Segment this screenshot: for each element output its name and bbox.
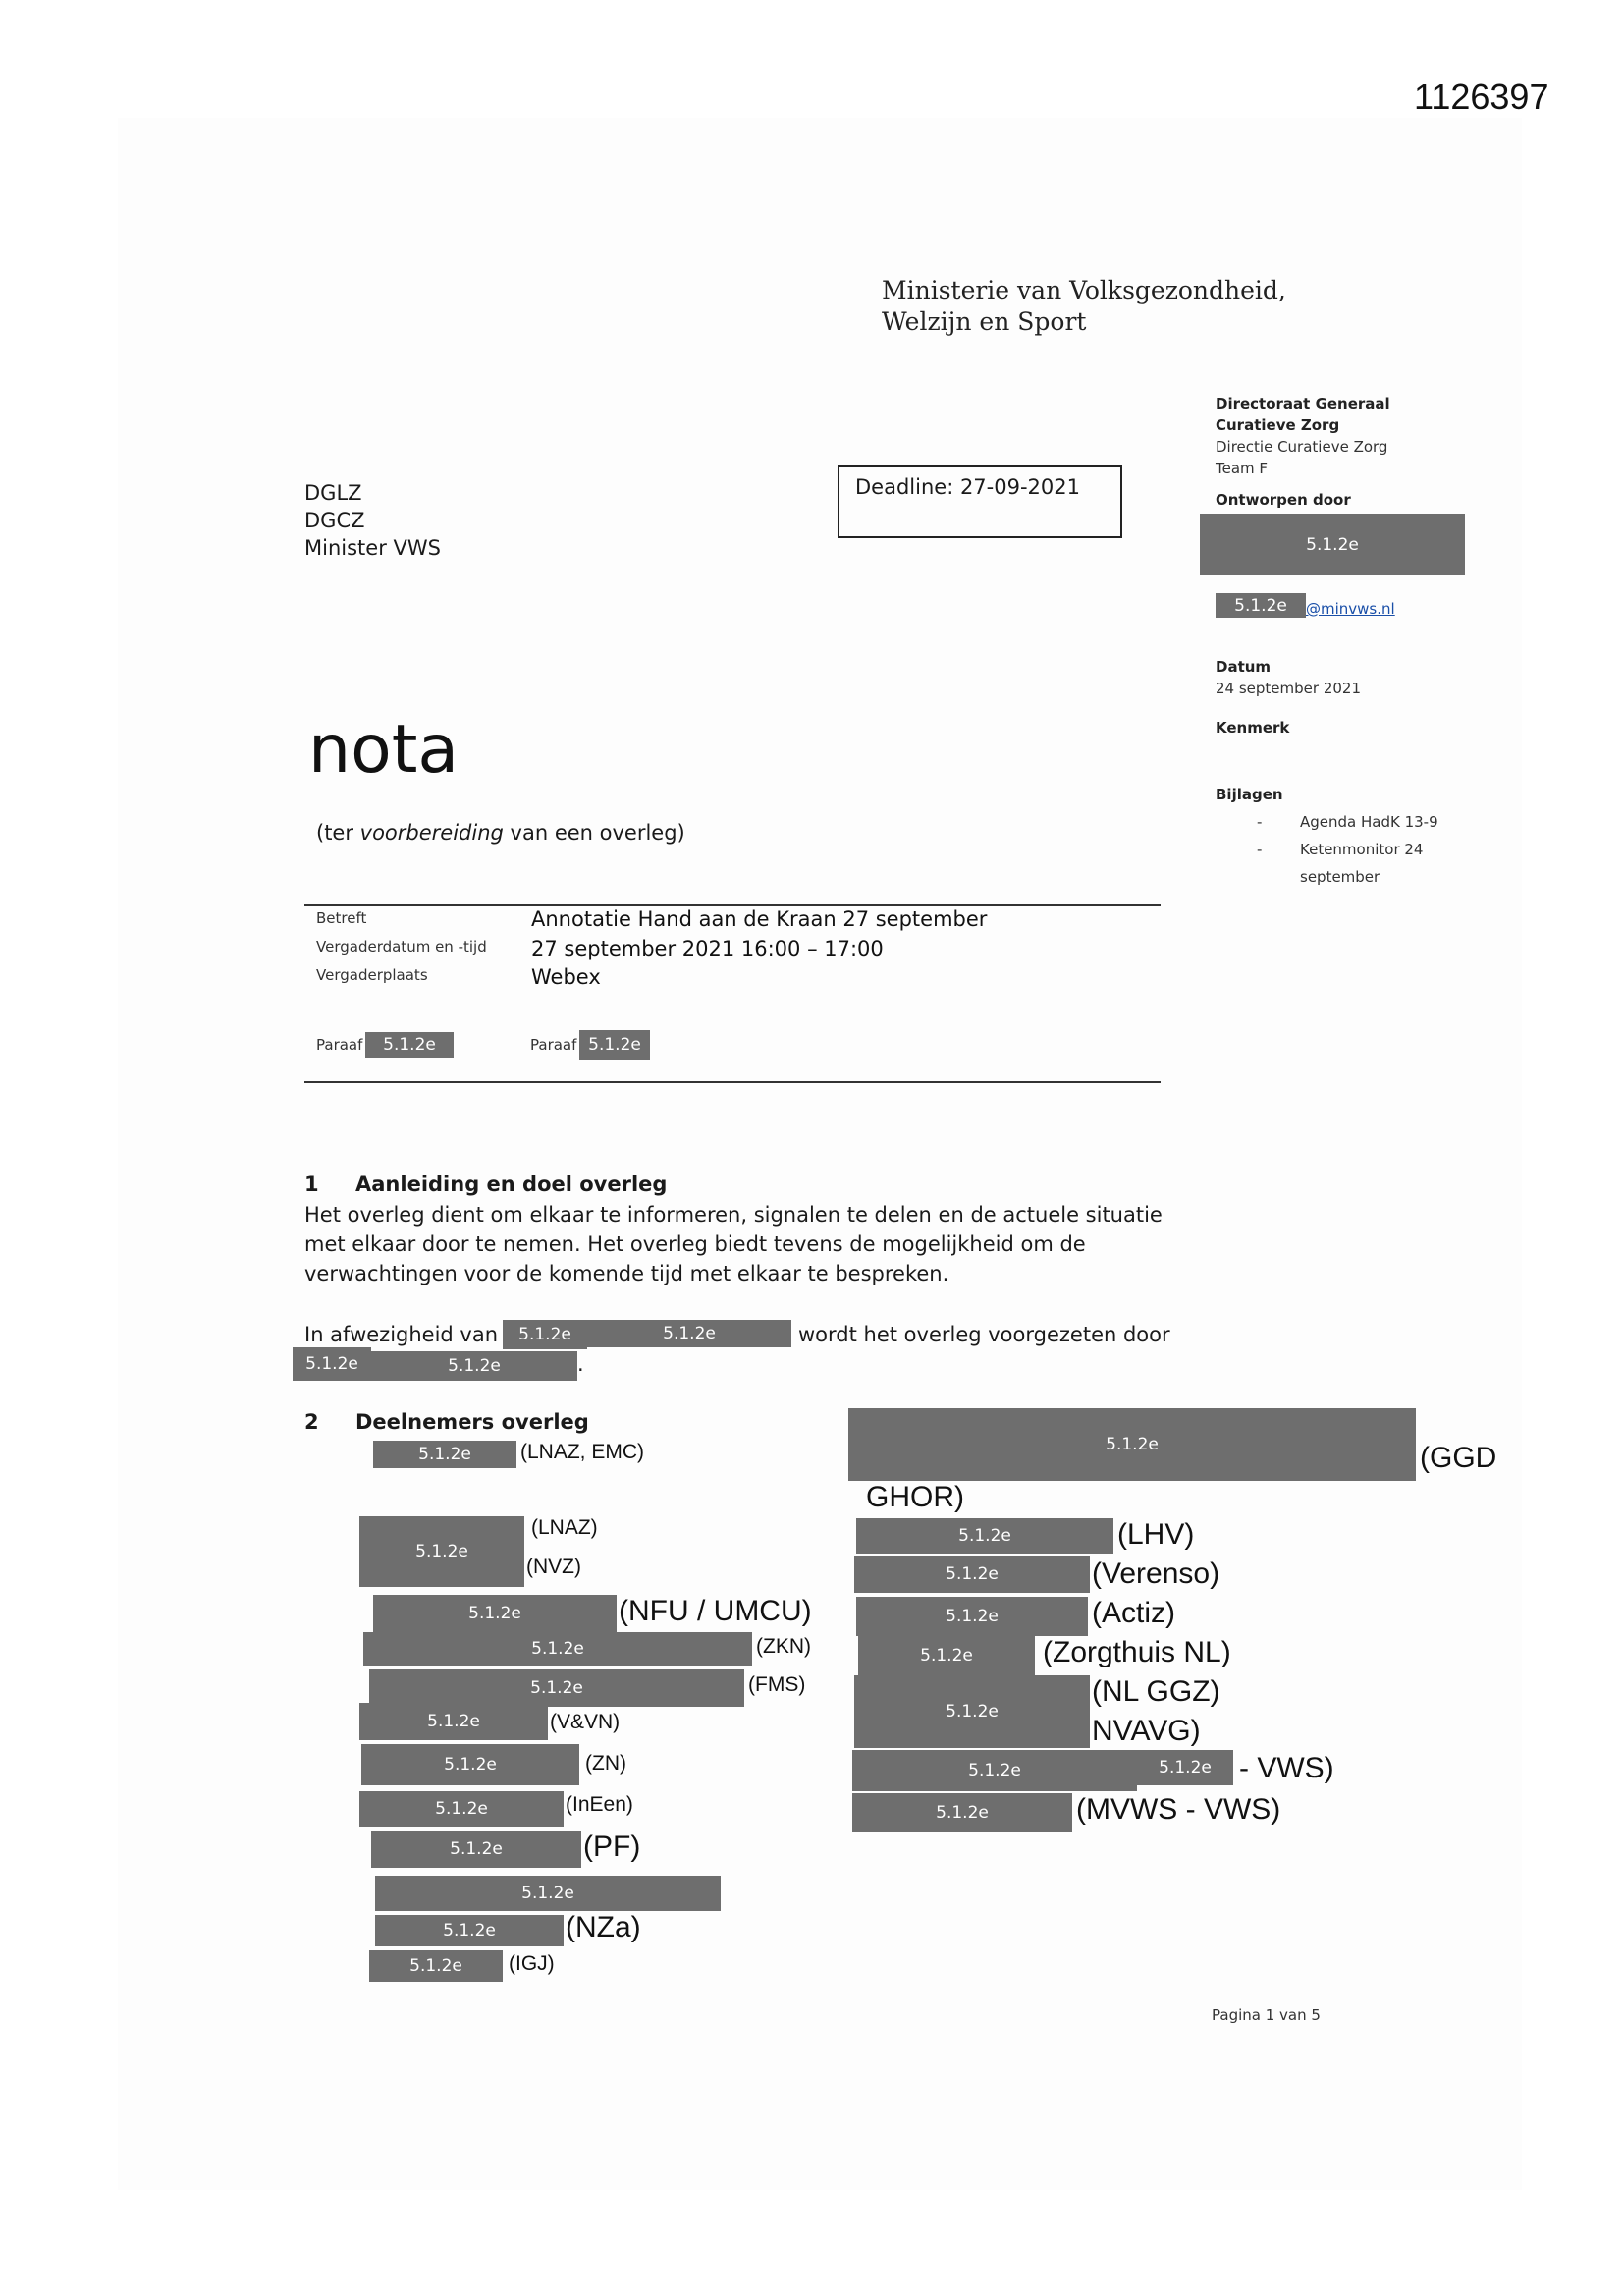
participant-org: (NL GGZ) — [1092, 1675, 1220, 1708]
participant-org: - VWS) — [1239, 1752, 1334, 1784]
redaction-block: 5.1.2e — [369, 1950, 503, 1982]
document-title: nota — [308, 711, 460, 789]
attachment-item: - Ketenmonitor 24 — [1257, 841, 1424, 858]
redaction-block: 5.1.2e — [1200, 514, 1465, 575]
participant-org: GHOR) — [866, 1481, 964, 1513]
attachments-label: Bijlagen — [1216, 786, 1283, 803]
divider — [304, 1081, 1161, 1083]
section-2-heading: Deelnemers overleg — [355, 1410, 589, 1434]
participant-org: (Verenso) — [1092, 1558, 1220, 1590]
subject-label: Betreft — [316, 909, 367, 927]
redaction-block: 5.1.2e — [371, 1831, 581, 1868]
paraaf-label: Paraaf — [316, 1036, 363, 1054]
redaction-block: 5.1.2e — [587, 1320, 791, 1347]
redaction-block: 5.1.2e — [856, 1597, 1088, 1636]
participant-org: (LHV) — [1117, 1518, 1195, 1551]
sidebar-dg-line-1: Directoraat Generaal — [1216, 395, 1390, 412]
participant-org: (MVWS - VWS) — [1076, 1793, 1281, 1826]
participant-org: (PF) — [583, 1831, 641, 1863]
participant-org: (FMS) — [748, 1673, 806, 1696]
place-value: Webex — [531, 965, 601, 989]
redaction-block: 5.1.2e — [359, 1516, 524, 1587]
redaction-block: 5.1.2e — [373, 1595, 617, 1632]
place-label: Vergaderplaats — [316, 966, 428, 984]
participant-org: NVAVG) — [1092, 1715, 1201, 1747]
redaction-block: 5.1.2e — [363, 1632, 752, 1666]
section-1-body: Het overleg dient om elkaar te informeren, signalen te delen en de actuele situatie met elkaar door te nemen. Het overleg biedt tevens de mogelijkheid om de verwachtingen voor de komende tijd met elkaar te bespreken. — [304, 1203, 1163, 1285]
participant-org: (NFU / UMCU) — [619, 1595, 812, 1627]
redaction-block: 5.1.2e — [359, 1703, 548, 1740]
ministry-line-2: Welzijn en Sport — [882, 307, 1087, 336]
participant-org: (InEen) — [566, 1793, 633, 1816]
participant-org: (LNAZ, EMC) — [520, 1441, 644, 1463]
datetime-value: 27 september 2021 16:00 – 17:00 — [531, 937, 884, 960]
redaction-block: 5.1.2e — [365, 1032, 454, 1058]
redaction-block: 5.1.2e — [375, 1915, 564, 1946]
ministry-line-1: Ministerie van Volksgezondheid, — [882, 276, 1286, 304]
document-number: 1126397 — [1414, 77, 1549, 117]
page-footer: Pagina 1 van 5 — [1212, 2006, 1321, 2024]
date-block — [1216, 656, 1361, 699]
redaction-block: 5.1.2e — [1216, 593, 1306, 618]
email-link[interactable]: @minvws.nl — [1306, 600, 1395, 618]
redaction-block: 5.1.2e — [854, 1675, 1090, 1748]
redaction-block: 5.1.2e — [852, 1750, 1137, 1791]
participant-org: (NVZ) — [526, 1556, 581, 1578]
reference-label: Kenmerk — [1216, 719, 1290, 737]
participant-org: (Actiz) — [1092, 1597, 1175, 1629]
attachment-item-continued: september — [1300, 868, 1380, 886]
divider — [304, 904, 1161, 906]
redaction-block: 5.1.2e — [369, 1669, 744, 1707]
participant-org: (V&VN) — [550, 1711, 621, 1733]
redaction-block: 5.1.2e — [848, 1408, 1416, 1481]
attachment-item: - Agenda HadK 13-9 — [1257, 813, 1438, 831]
participant-org: (GGD — [1420, 1442, 1497, 1474]
recipient: DGCZ — [304, 509, 365, 532]
deadline-box: Deadline: 27-09-2021 — [838, 465, 1122, 538]
redaction-block: 5.1.2e — [1137, 1750, 1233, 1785]
document-subtitle: (ter voorbereiding van een overleg) — [316, 821, 685, 845]
period: . — [577, 1352, 584, 1376]
subject-value: Annotatie Hand aan de Kraan 27 september — [531, 907, 988, 931]
sidebar-directorate-name: Directie Curatieve Zorg — [1216, 438, 1388, 456]
recipients — [304, 479, 441, 562]
redaction-block: 5.1.2e — [854, 1556, 1090, 1593]
redaction-block: 5.1.2e — [293, 1347, 371, 1381]
redaction-block: 5.1.2e — [361, 1744, 579, 1785]
ministry-logo-text — [882, 275, 1286, 338]
participant-org: (NZa) — [566, 1911, 641, 1943]
redaction-block: 5.1.2e — [359, 1791, 564, 1827]
sidebar-directorate — [1216, 393, 1390, 479]
date-value: 24 september 2021 — [1216, 680, 1362, 697]
designed-by-label: Ontworpen door — [1216, 491, 1351, 509]
recipient: Minister VWS — [304, 536, 441, 560]
paraaf-label: Paraaf — [530, 1036, 577, 1054]
redaction-block: 5.1.2e — [858, 1636, 1035, 1675]
redaction-block: 5.1.2e — [852, 1793, 1072, 1832]
date-label: Datum — [1216, 658, 1272, 676]
sidebar-dg-line-2: Curatieve Zorg — [1216, 416, 1340, 434]
section-1-number: 1 — [304, 1173, 319, 1196]
recipient: DGLZ — [304, 481, 362, 505]
participant-org: (ZN) — [585, 1752, 626, 1775]
sidebar-team: Team F — [1216, 460, 1269, 477]
participant-org: (IGJ) — [509, 1952, 555, 1975]
absence-text: In afwezigheid van — [304, 1323, 499, 1346]
section-2-number: 2 — [304, 1410, 319, 1434]
redaction-block: 5.1.2e — [856, 1518, 1113, 1554]
redaction-block: 5.1.2e — [375, 1876, 721, 1911]
participant-org: (LNAZ) — [531, 1516, 598, 1539]
datetime-label: Vergaderdatum en -tijd — [316, 938, 487, 956]
absence-text-2: wordt het overleg voorgezeten door — [798, 1323, 1170, 1346]
section-1-heading: Aanleiding en doel overleg — [355, 1173, 668, 1196]
redaction-block: 5.1.2e — [373, 1441, 516, 1468]
redaction-block: 5.1.2e — [579, 1030, 650, 1060]
redaction-block: 5.1.2e — [371, 1351, 577, 1381]
participant-org: (ZKN) — [756, 1635, 811, 1658]
participant-org: (Zorgthuis NL) — [1043, 1636, 1231, 1668]
redaction-block: 5.1.2e — [503, 1320, 587, 1349]
